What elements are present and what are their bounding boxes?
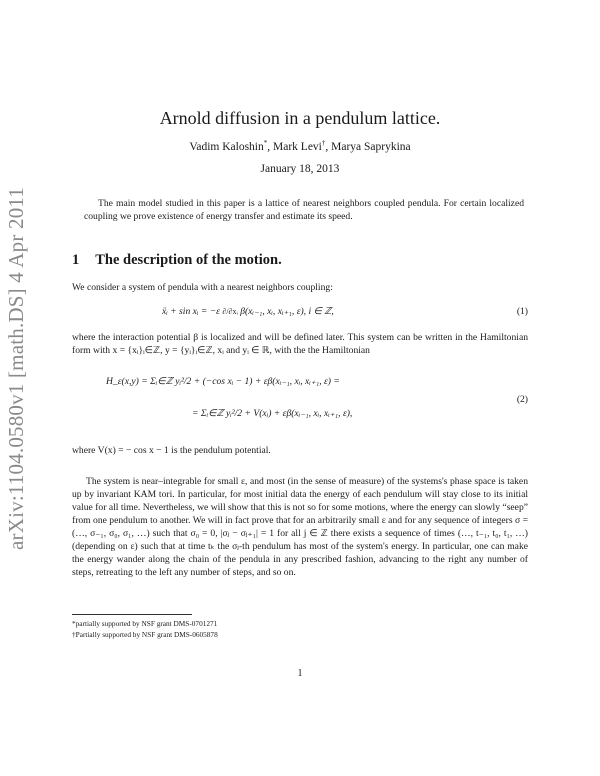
footnote-rule: [72, 614, 192, 615]
author-list: Vadim Kaloshin*, Mark Levi†, Marya Saprykina: [189, 139, 411, 153]
eq2-line1: H_ε(x,y) = Σᵢ∈ℤ yᵢ²/2 + (−cos xᵢ − 1) + εβ(xᵢ₋₁, xᵢ, xᵢ₊₁, ε) =: [106, 376, 340, 387]
eq1-rhs: β(xᵢ₋₁, xᵢ, xᵢ₊₁, ε), i ∈ ℤ,: [240, 306, 334, 317]
author-name: Marya Saprykina: [331, 140, 411, 153]
paper-title: Arnold diffusion in a pendulum lattice.: [159, 108, 441, 128]
footnote-2: †Partially supported by NSF grant DMS-0605878: [72, 630, 218, 639]
section-title: The description of the motion.: [95, 252, 282, 268]
section-number: 1: [72, 252, 80, 268]
paragraph-potential: where V(x) = − cos x − 1 is the pendulum potential.: [72, 445, 271, 456]
page-number: 1: [297, 668, 303, 679]
paragraph-main: The system is near–integrable for small ε, and most (in the sense of measure) of the systems's phase space is taken up by invariant KAM tori. In particular, for most initial data the energy of each pendulum will stay close to its initial value for all time. Nevertheless, we will show that this is not so for some motions, where the energy can slowly “seep” from one pendulum to another. We will in fact prove that for an arbitrarily small ε and for any sequence of integers σ = (…, σ₋₁, σ₀, σ₁, …) such that σ₀ = 0, |σⱼ − σⱼ₊₁| = 1 for all j ∈ ℤ there exists a sequence of times (…, t₋₁, t₀, t₁, …) (depending on ε) such that at time tₖ the σⱼ-th pendulum has most of the system's energy. In particular, one can make the energy wander along the chain of the pendula in any prescribed fashion, advancing to the right any number of steps, retreating to the left any number of steps, and so on.: [72, 476, 528, 578]
footnote-1: *partially supported by NSF grant DMS-0701271: [72, 619, 218, 628]
paper-date: January 18, 2013: [260, 163, 340, 175]
eq1-lhs: ẍᵢ + sin xᵢ = −ε: [162, 306, 220, 317]
eq1-partial: ∂/∂xᵢ: [222, 307, 238, 316]
paragraph-intro: We consider a system of pendula with a nearest neighbors coupling:: [72, 282, 333, 293]
abstract: The main model studied in this paper is a lattice of nearest neighbors coupled pendula. For certain localized coupling we prove existence of energy transfer and estimate its speed.: [84, 198, 524, 222]
paragraph-hamiltonian: where the interaction potential β is localized and will be defined later. This system can be written in the Hamiltonian form with x = {xᵢ}ᵢ∈ℤ, y = {yᵢ}ᵢ∈ℤ, xᵢ and yᵢ ∈ ℝ, with the the Hamiltonian: [72, 332, 528, 356]
arxiv-watermark: arXiv:1104.0580v1 [math.DS] 4 Apr 2011: [4, 186, 28, 550]
author-name: Vadim Kaloshin: [189, 140, 264, 153]
equation-2: [72, 372, 528, 428]
author-name: Mark Levi: [273, 140, 322, 153]
footnote-mark: †: [321, 139, 326, 147]
equation-1: [72, 300, 528, 324]
section-heading: [72, 252, 282, 269]
equation-label: (1): [516, 306, 528, 317]
footnote-mark: *: [263, 139, 268, 147]
equation-label: (2): [516, 394, 528, 405]
eq2-line2: = Σᵢ∈ℤ yᵢ²/2 + V(xᵢ) + εβ(xᵢ₋₁, xᵢ, xᵢ₊₁, ε),: [192, 408, 353, 419]
